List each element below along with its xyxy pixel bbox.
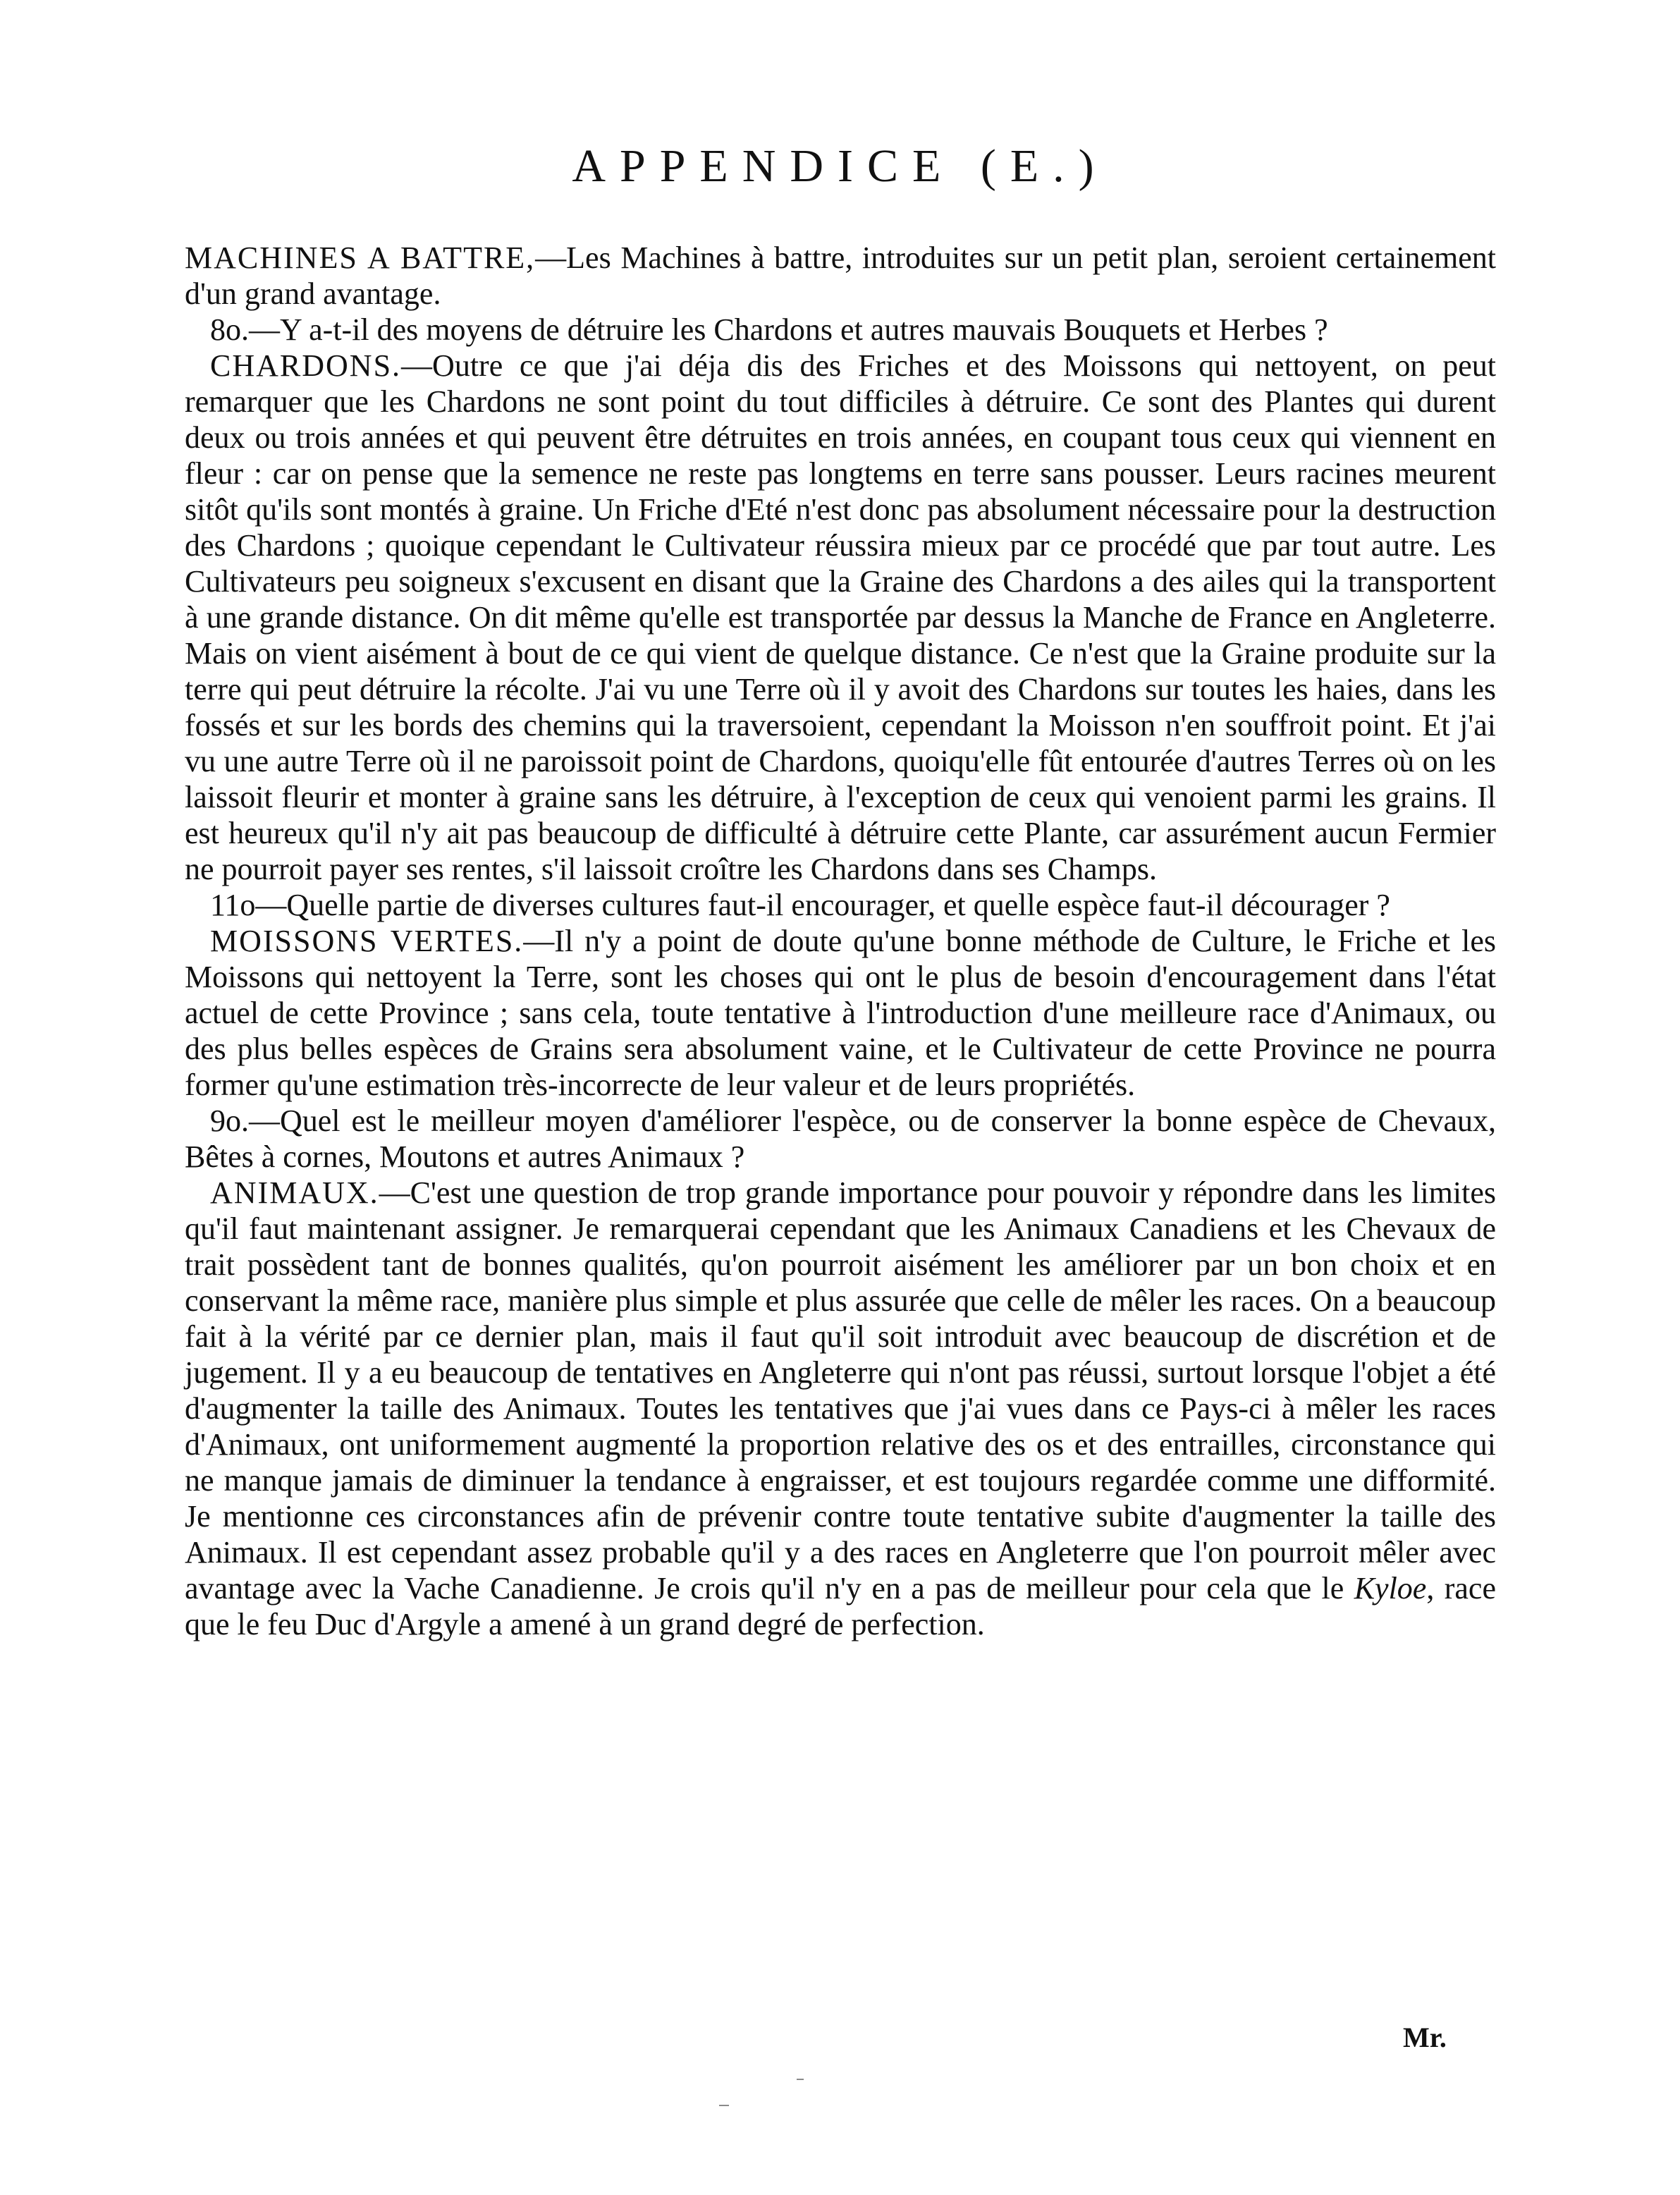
paragraph-text: —C'est une question de trop grande importance pour pouvoir y répondre dans les limites qu'il faut maintenant assigner. Je remarquerai cependant que les Animaux Canadiens et les Chevaux de trait possèdent tant de bonnes qualités, qu'on pourroit aisément les améliorer par un bon choix et en conservant la même race, manière plus simple et plus assurée que celle de mêler les races. On a beaucoup fait à la vérité par ce dernier plan, mais il faut qu'il soit introduit avec beaucoup de discrétion et de jugement. Il y a eu beaucoup de tentatives en Angleterre qui n'ont pas réussi, surtout lorsque l'objet a été d'augmenter la taille des Animaux. Toutes les tentatives que j'ai vues dans ce Pays-ci à mêler les races d'Animaux, ont uniformement augmenté la proportion relative des os et des entrailles, circonstance qui ne manque jamais de diminuer la tendance à engraisser, et est toujours regardée comme une difformité. Je mentionne ces circonstances afin de prévenir contre toute tentative subite d'augmenter la taille des Animaux. Il est cependant assez probable qu'il y a des races en Angleterre que l'on pourroit mêler avec avantage avec la Vache Canadienne. Je crois qu'il n'y en a pas de meilleur pour cela que le — [185, 1175, 1496, 1606]
paragraph-text: —Quel est le meilleur moyen d'améliorer l'espèce, ou de conserver la bonne espèce de Chevaux, Bêtes à cornes, Moutons et autres Animaux ? — [185, 1103, 1496, 1174]
paragraph-text: —Quelle partie de diverses cultures faut-il encourager, et quelle espèce faut-il décourager ? — [255, 888, 1390, 922]
print-speck — [797, 2079, 804, 2080]
paragraph-question-80 — [185, 312, 1496, 348]
paragraph-text: —Il n'y a point de doute qu'une bonne méthode de Culture, le Friche et les Moissons qui nettoyent la Terre, sont les choses qui ont le plus de besoin d'encouragement dans l'état actuel de cette Province ; sans cela, toute tentative à l'introduction d'une meilleure race d'Animaux, ou des plus belles espèces de Grains sera absolument vaine, et le Cultivateur de cette Province ne pourra former qu'une estimation très-incorrecte de leur valeur et de leurs propriétés. — [185, 924, 1496, 1102]
paragraph-question-90 — [185, 1103, 1496, 1175]
paragraph-tail: , race que le feu Duc d'Argyle a amené à un grand degré de perfection. — [185, 1571, 1496, 1641]
paragraph-green-crops — [185, 923, 1496, 1103]
print-speck — [719, 2105, 729, 2106]
paragraph-text: —Les Machines à battre, introduites sur un petit plan, seroient certainement d'un grand avantage. — [185, 240, 1496, 311]
paragraph-lead: 11o — [210, 888, 256, 922]
paragraph-lead: CHARDONS. — [210, 348, 402, 383]
paragraph-italic: Kyloe — [1354, 1571, 1427, 1606]
appendix-heading: APPENDICE (E.) — [572, 140, 1108, 192]
paragraph-text: —Outre ce que j'ai déja dis des Friches et des Moissons qui nettoyent, on peut remarquer que les Chardons ne sont point du tout difficiles à détruire. Ce sont des Plantes qui durent deux ou trois années et qui peuvent être détruites en trois années, en coupant tous ceux qui viennent en fleur : car on pense que la semence ne reste pas longtems en terre sans pousser. Leurs racines meurent sitôt qu'ils sont montés à graine. Un Friche d'Eté n'est donc pas absolument nécessaire pour la destruction des Chardons ; quoique cependant le Cultivateur réussira mieux par ce procédé que par tout autre. Les Cultivateurs peu soigneux s'excusent en disant que la Graine des Chardons a des ailes qui la transportent à une grande distance. On dit même qu'elle est transportée par dessus la Manche de France en Angleterre. Mais on vient aisément à bout de ce qui vient de quelque distance. Ce n'est que la Graine produite sur la terre qui peut détruire la récolte. J'ai vu une Terre où il y avoit des Chardons sur toutes les haies, dans les fossés et sur les bords des chemins qui la traversoient, cependant la Moisson n'en souffroit point. Et j'ai vu une autre Terre où il ne paroissoit point de Chardons, quoiqu'elle fût entourée d'autres Terres où on les laissoit fleurir et monter à graine sans les détruire, à l'exception de ceux qui venoient parmi les grains. Il est heureux qu'il n'y ait pas beaucoup de difficulté à détruire cette Plante, car assurément aucun Fermier ne pourroit payer ses rentes, s'il laissoit croître les Chardons dans ses Champs. — [185, 348, 1496, 886]
paragraph-threshing-machines — [185, 240, 1496, 312]
paragraph-thistles — [185, 348, 1496, 887]
paragraph-lead: MACHINES A BATTRE, — [185, 240, 536, 275]
body-text — [185, 240, 1496, 1642]
paragraph-lead: MOISSONS VERTES. — [210, 924, 524, 958]
paragraph-text: —Y a-t-il des moyens de détruire les Chardons et autres mauvais Bouquets et Herbes ? — [249, 312, 1328, 347]
catchword: Mr. — [1403, 2022, 1447, 2053]
paragraph-lead: 9o. — [210, 1103, 249, 1138]
paragraph-question-110 — [185, 887, 1496, 923]
paragraph-lead: 8o. — [210, 312, 249, 347]
paragraph-animals — [185, 1175, 1496, 1642]
paragraph-lead: ANIMAUX. — [210, 1175, 379, 1210]
